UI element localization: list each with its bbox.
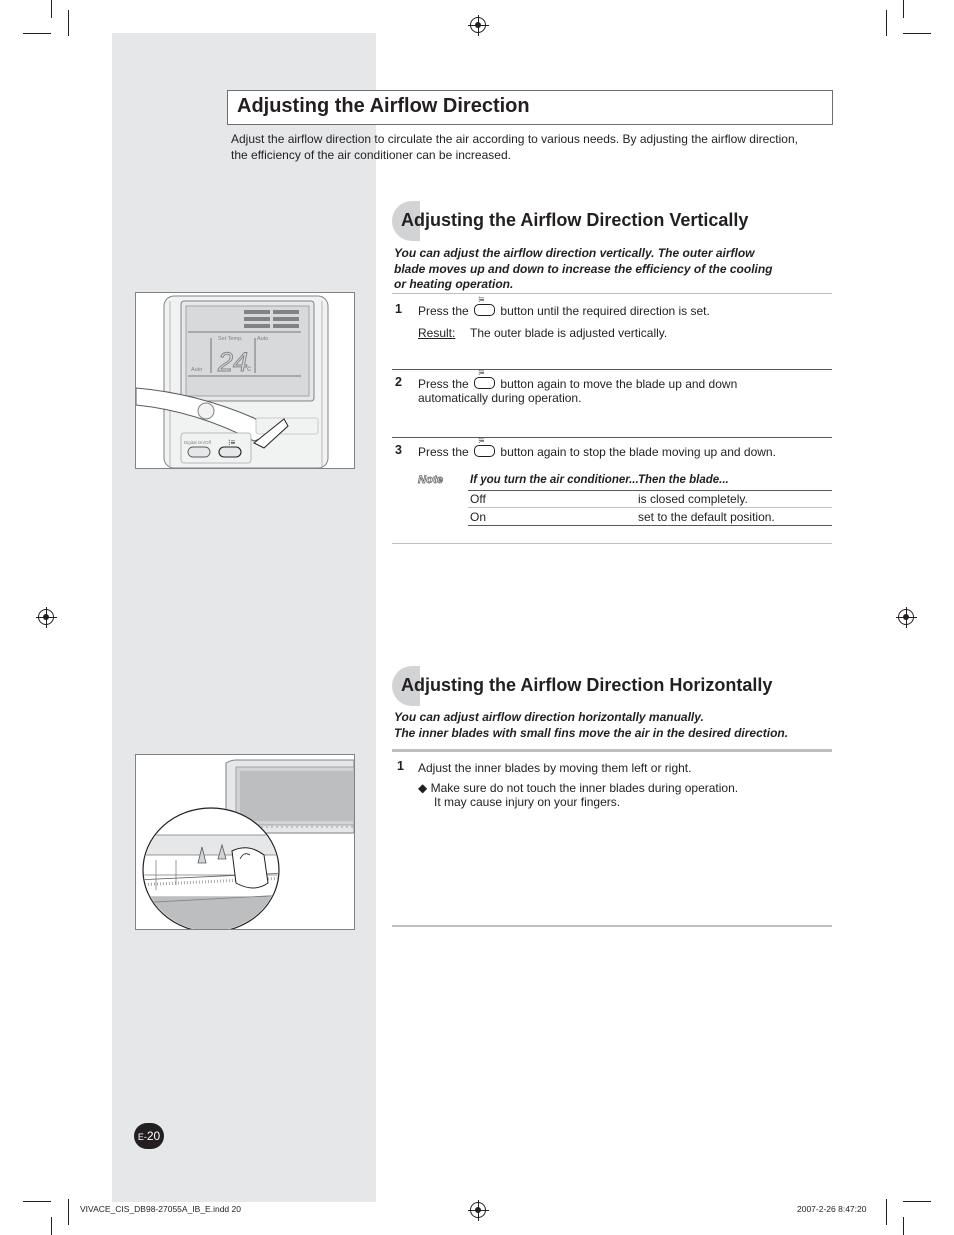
auto-top-label: Auto — [257, 336, 269, 342]
vertical-lead — [394, 246, 774, 293]
divider — [392, 925, 832, 927]
note-col2-header: Then the blade... — [638, 474, 729, 486]
note-col1-header: If you turn the air conditioner... — [470, 474, 639, 486]
page-number-badge — [134, 1123, 164, 1149]
note-label: Note — [418, 474, 444, 486]
divider — [392, 293, 832, 294]
divider — [392, 543, 832, 544]
vertical-lead-line: blade moves up and down to increase the efficiency of the cooling — [394, 261, 773, 276]
step-text: Adjust the inner blades by moving them left or right. — [418, 761, 692, 775]
registration-mark-icon — [898, 609, 914, 625]
temp-unit: c — [247, 364, 251, 373]
step-number: 1 — [397, 759, 404, 773]
intro-text: Adjust the airflow direction to circulate the air according to various needs. By adjusting the airflow direction, the efficiency of the air conditioner can be increased. — [231, 132, 798, 162]
page-title: Adjusting the Airflow Direction — [237, 95, 530, 117]
vertical-lead-line: You can adjust the airflow direction vertically. The outer airflow — [394, 246, 755, 260]
registration-mark-icon — [470, 1202, 486, 1218]
result-label: Result: — [418, 326, 456, 340]
step-text-pre: Press the — [418, 304, 469, 318]
svg-text:⁝≡: ⁝≡ — [228, 438, 236, 447]
step-text-pre: Press the — [418, 445, 469, 459]
section-title-horizontal: Adjusting the Airflow Direction Horizontally — [401, 675, 773, 695]
slug-right: 2007-2-26 8:47:20 — [797, 1204, 867, 1214]
remote-button-label: Digital On/Off — [184, 440, 211, 445]
auto-left-label: Auto — [191, 367, 203, 373]
crop-mark — [51, 1217, 52, 1235]
note-row-c2: is closed completely. — [638, 492, 748, 506]
swing-button-icon — [474, 445, 495, 457]
step-text-line2: automatically during operation. — [418, 391, 582, 405]
crop-mark — [51, 0, 52, 18]
horizontal-lead — [394, 710, 834, 741]
step-text-post: button until the required direction is set. — [500, 304, 710, 318]
section-title-vertical: Adjusting the Airflow Direction Vertically — [401, 210, 749, 230]
step-text — [418, 304, 710, 318]
table-rule — [468, 507, 832, 508]
step-text-post: button again to stop the blade moving up and down. — [500, 445, 776, 459]
page-prefix: E- — [137, 1132, 147, 1142]
page-title-box — [227, 90, 833, 125]
step-number: 1 — [395, 302, 402, 316]
crop-mark — [68, 10, 69, 36]
bullet-text — [418, 781, 738, 795]
remote-drawing — [136, 293, 354, 468]
crop-mark — [903, 1201, 931, 1202]
crop-mark — [903, 0, 904, 18]
side-band — [112, 33, 376, 1202]
step-text — [418, 377, 737, 391]
step-text-post: button again to move the blade up and down — [500, 377, 738, 391]
diamond-bullet-icon: ◆ — [418, 781, 428, 795]
bullet-text-line2: It may cause injury on your fingers. — [434, 795, 621, 809]
crop-mark — [903, 33, 931, 34]
table-rule — [468, 490, 832, 491]
divider — [392, 749, 832, 752]
indoor-unit-drawing — [136, 755, 354, 929]
divider — [392, 437, 832, 438]
note-row-c1: On — [470, 510, 487, 524]
vertical-lead-line: or heating operation. — [394, 277, 514, 292]
crop-mark — [886, 1199, 887, 1225]
page-number: 20 — [146, 1129, 161, 1143]
step-text — [418, 445, 776, 459]
swing-button-icon — [474, 304, 495, 316]
divider — [392, 369, 832, 370]
note-row-c1: Off — [470, 492, 486, 506]
crop-mark — [23, 33, 51, 34]
temp-readout: 24 — [218, 347, 249, 377]
crop-mark — [903, 1217, 904, 1235]
set-temp-label: Set Temp. — [218, 336, 243, 342]
registration-mark-icon — [38, 609, 54, 625]
crop-mark — [68, 1199, 69, 1225]
registration-mark-icon — [470, 17, 486, 33]
horizontal-lead-line: You can adjust airflow direction horizontally manually. — [394, 710, 704, 724]
swing-button-icon — [474, 377, 495, 389]
horizontal-lead-line: The inner blades with small fins move the air in the desired direction. — [394, 725, 789, 740]
note-row-c2: set to the default position. — [638, 510, 775, 524]
step-text-pre: Press the — [418, 377, 469, 391]
table-rule — [468, 525, 832, 526]
remote-illustration — [135, 292, 355, 469]
slug-left: VIVACE_CIS_DB98-27055A_IB_E.indd 20 — [80, 1204, 241, 1214]
step-number: 3 — [395, 443, 402, 457]
result-text: The outer blade is adjusted vertically. — [470, 326, 668, 340]
indoor-unit-illustration — [135, 754, 355, 930]
crop-mark — [886, 10, 887, 36]
step-number: 2 — [395, 375, 402, 389]
crop-mark — [23, 1201, 51, 1202]
bullet-line: Make sure do not touch the inner blades during operation. — [430, 781, 739, 795]
